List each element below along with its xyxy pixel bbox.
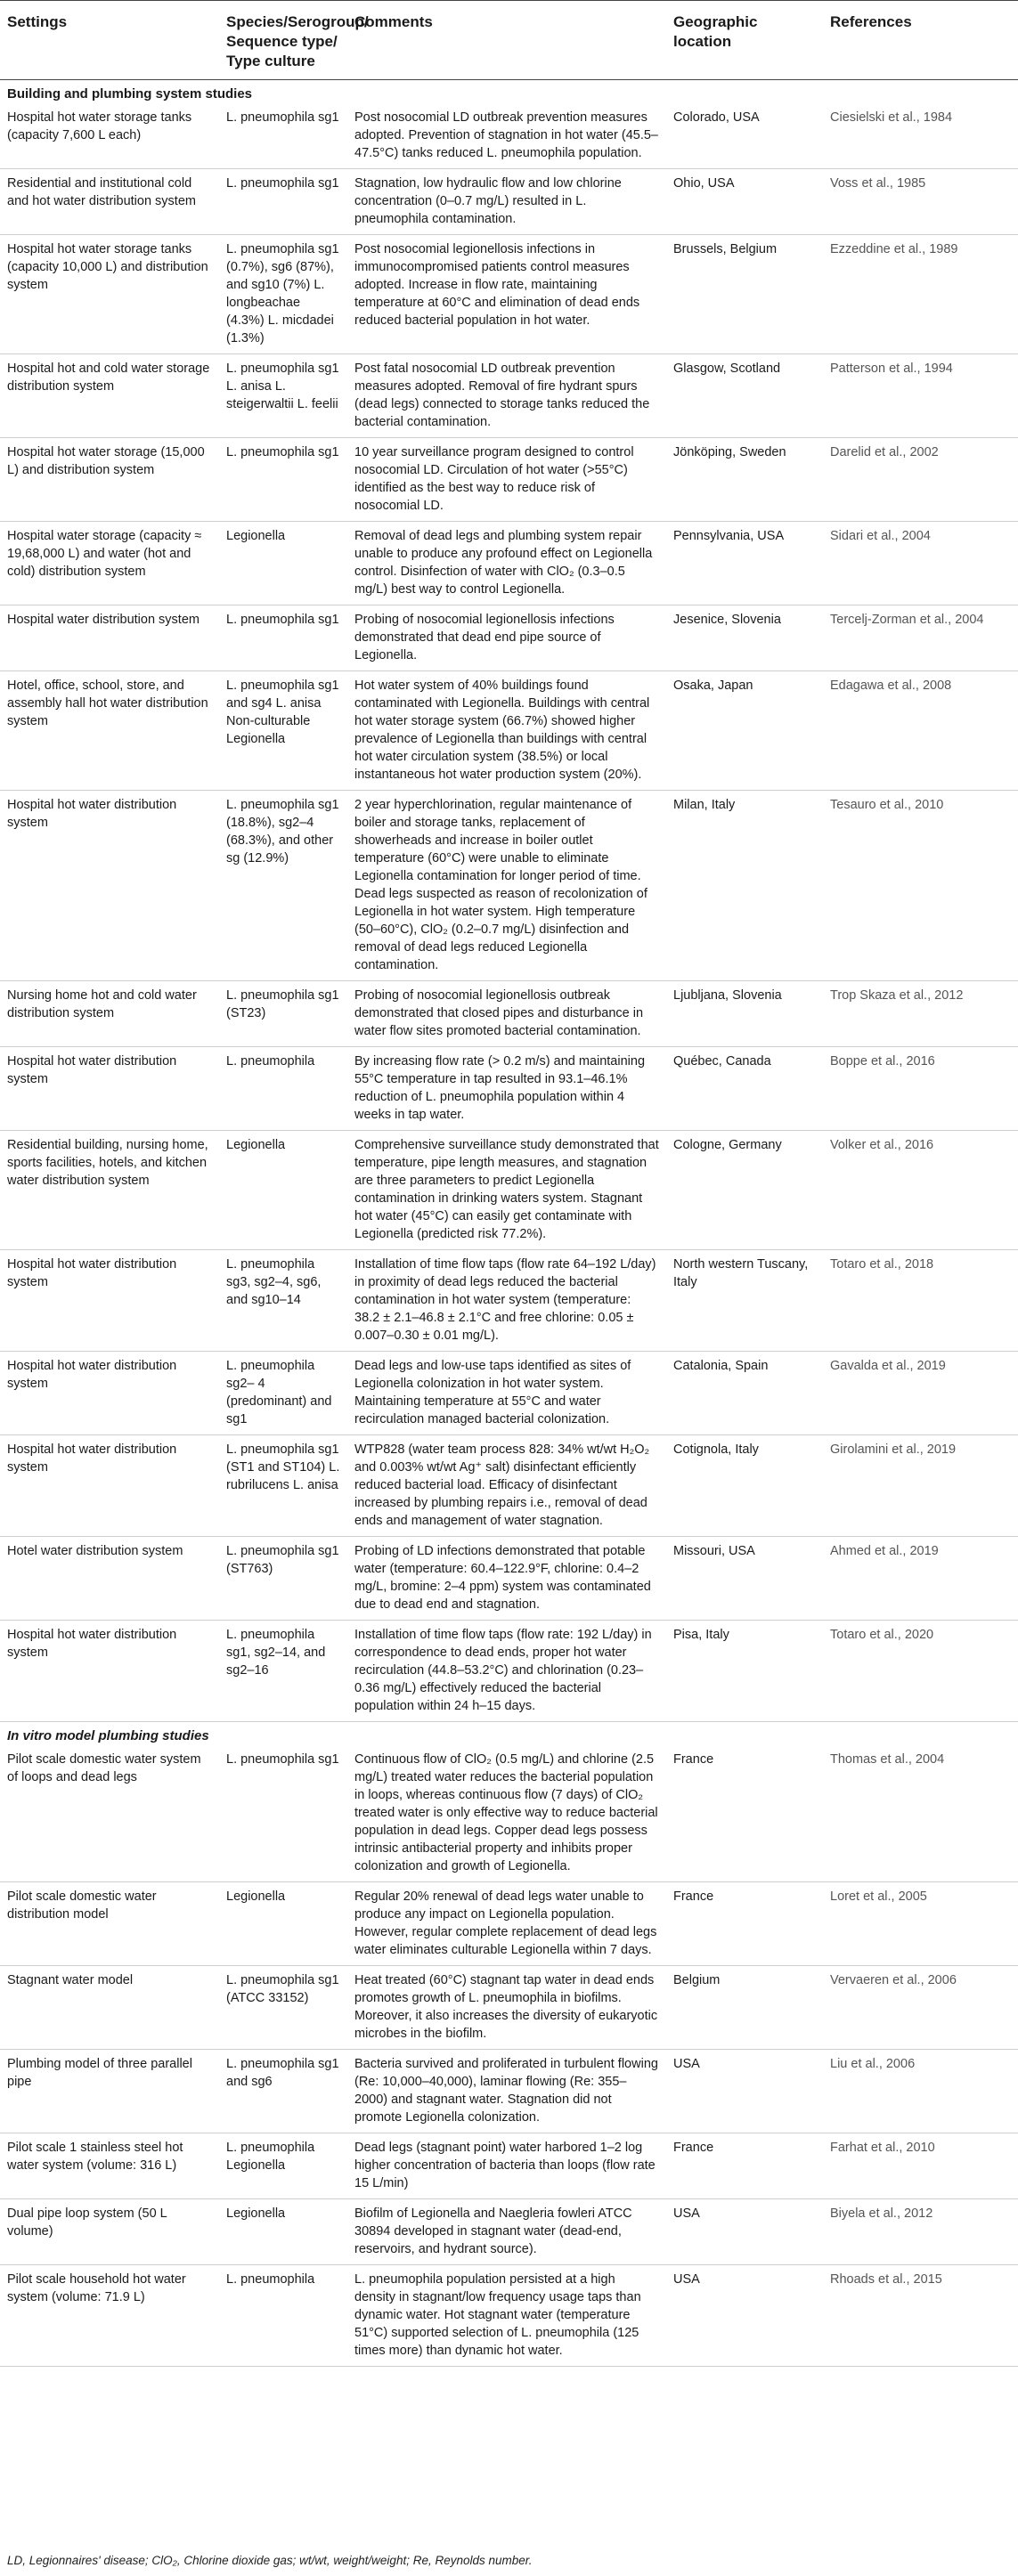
cell-location: Osaka, Japan (666, 671, 823, 791)
cell-species: L. pneumophila sg1 (ST763) (219, 1537, 347, 1621)
cell-reference: Tesauro et al., 2010 (823, 791, 1018, 981)
cell-comments: Post fatal nosocomial LD outbreak prevention measures adopted. Removal of fire hydrant spurs (dead legs) connected to storage tanks reduced the bacterial contamination. (347, 354, 666, 438)
cell-comments: Bacteria survived and proliferated in turbulent flowing (Re: 10,000–40,000), laminar flowing (Re: 355–2000) and stagnant water. Stagnation did not promote Legionella colonization. (347, 2050, 666, 2133)
cell-location: North western Tuscany, Italy (666, 1250, 823, 1352)
cell-settings: Residential and institutional cold and hot water distribution system (0, 169, 219, 235)
cell-reference: Trop Skaza et al., 2012 (823, 981, 1018, 1047)
cell-reference: Patterson et al., 1994 (823, 354, 1018, 438)
cell-comments: Dead legs and low-use taps identified as sites of Legionella colonization in hot water system. Maintaining temperature at 55°C and water recirculation managed bacterial colonization. (347, 1352, 666, 1435)
table-row (0, 1966, 1018, 2050)
table-row (0, 1435, 1018, 1537)
cell-settings: Hotel, office, school, store, and assembly hall hot water distribution system (0, 671, 219, 791)
table-row (0, 1882, 1018, 1966)
header-comments: Comments (347, 1, 666, 80)
cell-location: Brussels, Belgium (666, 235, 823, 354)
cell-reference: Edagawa et al., 2008 (823, 671, 1018, 791)
table-row (0, 235, 1018, 354)
cell-species: L. pneumophila sg1 (219, 1745, 347, 1882)
cell-reference: Thomas et al., 2004 (823, 1745, 1018, 1882)
header-location: Geographic location (666, 1, 823, 80)
cell-location: France (666, 2133, 823, 2199)
cell-comments: Hot water system of 40% buildings found contaminated with Legionella. Buildings with central hot water storage system (66.7%) showed higher prevalence of Legionella than buildings with central hot water circulation system (38.5%) or local instantaneous hot water production system (20%). (347, 671, 666, 791)
cell-species: Legionella (219, 1131, 347, 1250)
cell-comments: Probing of LD infections demonstrated that potable water (temperature: 60.4–122.9°F, chlorine: 0.4–2 mg/L, bromine: 2–4 ppm) system was contaminated due to dead end and stagnation. (347, 1537, 666, 1621)
section-title: In vitro model plumbing studies (7, 1728, 209, 1743)
cell-location: France (666, 1745, 823, 1882)
cell-reference: Boppe et al., 2016 (823, 1047, 1018, 1131)
cell-location: Ohio, USA (666, 169, 823, 235)
cell-species: L. pneumophila Legionella (219, 2133, 347, 2199)
cell-species: L. pneumophila sg1 and sg4 L. anisa Non-culturable Legionella (219, 671, 347, 791)
cell-species: L. pneumophila sg1 (ST23) (219, 981, 347, 1047)
cell-settings: Pilot scale domestic water distribution model (0, 1882, 219, 1966)
table-row (0, 981, 1018, 1047)
cell-reference: Ezzeddine et al., 1989 (823, 235, 1018, 354)
cell-reference: Voss et al., 1985 (823, 169, 1018, 235)
cell-reference: Totaro et al., 2020 (823, 1621, 1018, 1722)
cell-species: L. pneumophila sg1 (ATCC 33152) (219, 1966, 347, 2050)
cell-reference: Volker et al., 2016 (823, 1131, 1018, 1250)
table-row (0, 1131, 1018, 1250)
cell-species: L. pneumophila sg1 (219, 605, 347, 671)
cell-settings: Hospital hot water distribution system (0, 1352, 219, 1435)
table-row (0, 438, 1018, 522)
cell-settings: Hospital water storage (capacity ≈ 19,68,000 L) and water (hot and cold) distribution system (0, 522, 219, 605)
cell-settings: Plumbing model of three parallel pipe (0, 2050, 219, 2133)
cell-reference: Ahmed et al., 2019 (823, 1537, 1018, 1621)
cell-reference: Darelid et al., 2002 (823, 438, 1018, 522)
cell-location: Milan, Italy (666, 791, 823, 981)
cell-reference: Rhoads et al., 2015 (823, 2265, 1018, 2367)
cell-comments: Removal of dead legs and plumbing system repair unable to produce any profound effect on Legionella control. Disinfection of water with ClO₂ (0.3–0.5 mg/L) best way to control Legionella. (347, 522, 666, 605)
cell-comments: Continuous flow of ClO₂ (0.5 mg/L) and chlorine (2.5 mg/L) treated water reduces the bacterial population in loops, whereas continuous flow (7 days) of ClO₂ treated water is only effective way to reduce bacterial population in dead legs. Copper dead legs possess intrinsic antibacterial property and inhibits proper colonization and growth of Legionella. (347, 1745, 666, 1882)
cell-settings: Residential building, nursing home, sports facilities, hotels, and kitchen water distribution system (0, 1131, 219, 1250)
cell-comments: Post nosocomial legionellosis infections in immunocompromised patients control measures adopted. Increase in flow rate, maintaining temperature at 60°C and elimination of dead ends reduced bacterial population in hot water. (347, 235, 666, 354)
cell-settings: Dual pipe loop system (50 L volume) (0, 2199, 219, 2265)
cell-location: USA (666, 2050, 823, 2133)
cell-species: L. pneumophila sg1 (219, 438, 347, 522)
header-settings: Settings (0, 1, 219, 80)
cell-reference: Ciesielski et al., 1984 (823, 103, 1018, 169)
cell-species: L. pneumophila sg1 (219, 169, 347, 235)
cell-species: L. pneumophila sg1 (18.8%), sg2–4 (68.3%), and other sg (12.9%) (219, 791, 347, 981)
cell-comments: Comprehensive surveillance study demonstrated that temperature, pipe length measures, and stagnation are three parameters to predict Legionella contamination in drinking waters system. Stagnant hot water (45°C) can easily get contaminate with Legionella (predicted risk 77.2%). (347, 1131, 666, 1250)
cell-species: L. pneumophila (219, 2265, 347, 2367)
cell-location: Cologne, Germany (666, 1131, 823, 1250)
table-row (0, 1745, 1018, 1882)
header-species: Species/Serogroup/ Sequence type/ Type culture (219, 1, 347, 80)
header-references: References (823, 1, 1018, 80)
cell-settings: Pilot scale domestic water system of loops and dead legs (0, 1745, 219, 1882)
cell-species: L. pneumophila sg3, sg2–4, sg6, and sg10–14 (219, 1250, 347, 1352)
cell-reference: Farhat et al., 2010 (823, 2133, 1018, 2199)
cell-location: Pennsylvania, USA (666, 522, 823, 605)
cell-reference: Gavalda et al., 2019 (823, 1352, 1018, 1435)
cell-comments: L. pneumophila population persisted at a high density in stagnant/low frequency usage taps than dynamic water. Hot stagnant water (temperature 51°C) supported selection of L. pneumophila (125 times more) than dynamic hot water. (347, 2265, 666, 2367)
table-row (0, 103, 1018, 169)
cell-settings: Hotel water distribution system (0, 1537, 219, 1621)
cell-comments: Biofilm of Legionella and Naegleria fowleri ATCC 30894 developed in stagnant water (dead-end, reservoirs, and hydrant source). (347, 2199, 666, 2265)
cell-location: Colorado, USA (666, 103, 823, 169)
cell-species: L. pneumophila sg1, sg2–14, and sg2–16 (219, 1621, 347, 1722)
cell-comments: WTP828 (water team process 828: 34% wt/wt H₂O₂ and 0.003% wt/wt Ag⁺ salt) disinfectant efficiently reduced bacterial load. Efficacy of disinfectant increased by plumbing repairs i.e., removal of dead ends and management of water stagnation. (347, 1435, 666, 1537)
table-row (0, 1352, 1018, 1435)
table-row (0, 2265, 1018, 2367)
cell-settings: Hospital hot and cold water storage distribution system (0, 354, 219, 438)
cell-location: Ljubljana, Slovenia (666, 981, 823, 1047)
cell-location: Jesenice, Slovenia (666, 605, 823, 671)
cell-species: L. pneumophila sg1 (219, 103, 347, 169)
cell-comments: Probing of nosocomial legionellosis outbreak demonstrated that closed pipes and disturbance in water flow sites promoted bacterial contamination. (347, 981, 666, 1047)
cell-comments: Regular 20% renewal of dead legs water unable to produce any impact on Legionella population. However, regular complete replacement of dead legs water eliminates culturable Legionella within 7 days. (347, 1882, 666, 1966)
cell-location: USA (666, 2199, 823, 2265)
cell-comments: Dead legs (stagnant point) water harbored 1–2 log higher concentration of bacteria than loops (flow rate 15 L/min) (347, 2133, 666, 2199)
table-row (0, 522, 1018, 605)
cell-location: Missouri, USA (666, 1537, 823, 1621)
cell-settings: Hospital hot water storage tanks (capacity 10,000 L) and distribution system (0, 235, 219, 354)
cell-species: L. pneumophila sg1 L. anisa L. steigerwaltii L. feelii (219, 354, 347, 438)
cell-location: Québec, Canada (666, 1047, 823, 1131)
cell-location: Pisa, Italy (666, 1621, 823, 1722)
table-row (0, 354, 1018, 438)
cell-location: Jönköping, Sweden (666, 438, 823, 522)
cell-settings: Pilot scale 1 stainless steel hot water system (volume: 316 L) (0, 2133, 219, 2199)
cell-settings: Hospital hot water distribution system (0, 1047, 219, 1131)
cell-comments: 2 year hyperchlorination, regular maintenance of boiler and storage tanks, replacement of showerheads and increase in boiler outlet temperature (60°C) were unable to eliminate Legionella contamination for longer period of time. Dead legs suspected as reason of recolonization of Legionella in hot water system. High temperature (50–60°C), ClO₂ (0.2–0.7 mg/L) disinfection and removal of dead legs reduced Legionella contamination. (347, 791, 666, 981)
cell-comments: Heat treated (60°C) stagnant tap water in dead ends promotes growth of L. pneumophila in biofilms. Moreover, it also increases the diversity of eukaryotic microbes in the biofilm. (347, 1966, 666, 2050)
table-body (0, 80, 1018, 2367)
cell-reference: Biyela et al., 2012 (823, 2199, 1018, 2265)
table-row (0, 2199, 1018, 2265)
cell-location: Belgium (666, 1966, 823, 2050)
cell-settings: Nursing home hot and cold water distribution system (0, 981, 219, 1047)
section-title: Building and plumbing system studies (7, 86, 253, 102)
cell-location: USA (666, 2265, 823, 2367)
table-row (0, 671, 1018, 791)
cell-reference: Totaro et al., 2018 (823, 1250, 1018, 1352)
table-row (0, 791, 1018, 981)
cell-species: L. pneumophila sg1 (0.7%), sg6 (87%), and sg10 (7%) L. longbeachae (4.3%) L. micdadei (1.3%) (219, 235, 347, 354)
table-row (0, 1621, 1018, 1722)
section-row (0, 1722, 1018, 1746)
cell-settings: Hospital hot water storage tanks (capacity 7,600 L each) (0, 103, 219, 169)
cell-reference: Liu et al., 2006 (823, 2050, 1018, 2133)
header-row (0, 1, 1018, 80)
cell-reference: Tercelj-Zorman et al., 2004 (823, 605, 1018, 671)
cell-settings: Hospital hot water distribution system (0, 1621, 219, 1722)
cell-comments: Installation of time flow taps (flow rate: 192 L/day) in correspondence to dead ends, proper hot water recirculation (44.8–53.2°C) and chlorination (0.23–0.36 mg/L) effectively reduced the bacterial population within 24 h–15 days. (347, 1621, 666, 1722)
cell-reference: Girolamini et al., 2019 (823, 1435, 1018, 1537)
cell-settings: Hospital water distribution system (0, 605, 219, 671)
table-row (0, 1047, 1018, 1131)
cell-settings: Hospital hot water distribution system (0, 1435, 219, 1537)
table-row (0, 605, 1018, 671)
cell-reference: Sidari et al., 2004 (823, 522, 1018, 605)
cell-location: Glasgow, Scotland (666, 354, 823, 438)
cell-location: Catalonia, Spain (666, 1352, 823, 1435)
cell-comments: Probing of nosocomial legionellosis infections demonstrated that dead end pipe source of Legionella. (347, 605, 666, 671)
cell-settings: Stagnant water model (0, 1966, 219, 2050)
cell-species: L. pneumophila sg1 and sg6 (219, 2050, 347, 2133)
cell-species: L. pneumophila sg1 (ST1 and ST104) L. rubrilucens L. anisa (219, 1435, 347, 1537)
cell-comments: Installation of time flow taps (flow rate 64–192 L/day) in proximity of dead legs reduced the bacterial contamination in hot water system (temperature: 38.2 ± 2.1–46.8 ± 2.1°C and free chlorine: 0.05 ± 0.007–0.30 ± 0.01 mg/L). (347, 1250, 666, 1352)
cell-comments: Post nosocomial LD outbreak prevention measures adopted. Prevention of stagnation in hot water (45.5–47.5°C) tanks reduced L. pneumophila population. (347, 103, 666, 169)
table-row (0, 1250, 1018, 1352)
cell-species: Legionella (219, 2199, 347, 2265)
cell-reference: Vervaeren et al., 2006 (823, 1966, 1018, 2050)
cell-settings: Hospital hot water distribution system (0, 1250, 219, 1352)
cell-reference: Loret et al., 2005 (823, 1882, 1018, 1966)
cell-settings: Pilot scale household hot water system (volume: 71.9 L) (0, 2265, 219, 2367)
cell-settings: Hospital hot water distribution system (0, 791, 219, 981)
cell-location: Cotignola, Italy (666, 1435, 823, 1537)
cell-comments: By increasing flow rate (> 0.2 m/s) and maintaining 55°C temperature in tap resulted in 93.1–46.1% reduction of L. pneumophila population within 4 weeks in tap water. (347, 1047, 666, 1131)
cell-comments: 10 year surveillance program designed to control nosocomial LD. Circulation of hot water (>55°C) identified as the best way to reduce risk of nosocomial LD. (347, 438, 666, 522)
cell-species: Legionella (219, 1882, 347, 1966)
cell-comments: Stagnation, low hydraulic flow and low chlorine concentration (0–0.7 mg/L) resulted in L. pneumophila contamination. (347, 169, 666, 235)
cell-location: France (666, 1882, 823, 1966)
table-row (0, 2133, 1018, 2199)
cell-species: L. pneumophila sg2– 4 (predominant) and sg1 (219, 1352, 347, 1435)
section-row (0, 80, 1018, 104)
table-row (0, 169, 1018, 235)
cell-species: Legionella (219, 522, 347, 605)
cell-species: L. pneumophila (219, 1047, 347, 1131)
table-row (0, 1537, 1018, 1621)
table-footnote: LD, Legionnaires' disease; ClO₂, Chlorine dioxide gas; wt/wt, weight/weight; Re, Reynolds number. (7, 2554, 533, 2567)
cell-settings: Hospital hot water storage (15,000 L) and distribution system (0, 438, 219, 522)
table-row (0, 2050, 1018, 2133)
